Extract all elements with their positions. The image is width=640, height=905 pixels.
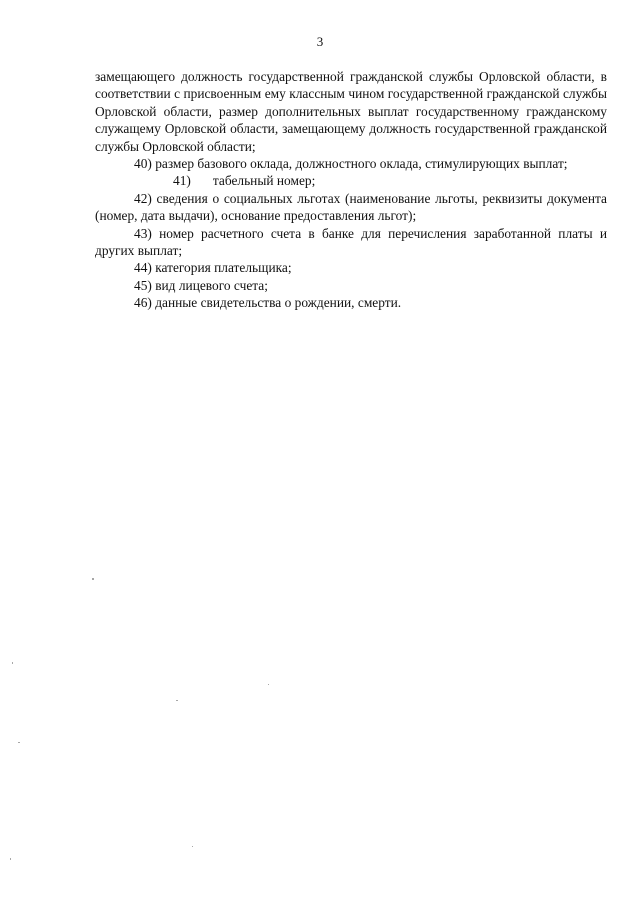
list-item-41-text: табельный номер;: [212, 173, 316, 189]
list-item-41-number: 41): [173, 173, 191, 189]
list-item-40: 40) размер базового оклада, должностного оклада, стимулирующих выплат;: [134, 156, 568, 172]
list-item-42: 42) сведения о социальных льготах (наименование льготы, реквизиты документа (номер, дата выдачи), основание предоставления льгот);: [95, 190, 607, 224]
scan-speck: [92, 578, 94, 580]
scan-speck: [192, 846, 193, 847]
scan-speck: [176, 700, 178, 701]
paragraph-continuation: замещающего должность государственной гражданской службы Орловской области, в соответствии с присвоенным ему классным чином государственной гражданской службы Орловской области, размер дополнительных выплат государственному гражданскому служащему Орловской области, замещающему должность государственной гражданской службы Орловской области;: [95, 69, 607, 154]
list-item-41: [95, 172, 607, 189]
scan-speck: [268, 684, 269, 685]
list-item-45: 45) вид лицевого счета;: [134, 277, 268, 293]
scan-speck: [18, 742, 20, 743]
list-item-44: 44) категория плательщика;: [134, 260, 292, 276]
document-body: [95, 68, 607, 312]
page-number: 3: [316, 34, 324, 49]
list-item-43: 43) номер расчетного счета в банке для перечисления заработанной платы и других выплат;: [95, 225, 607, 259]
scan-speck: [10, 858, 11, 860]
list-item-46: 46) данные свидетельства о рождении, смерти.: [134, 295, 402, 311]
scan-speck: [12, 662, 13, 664]
